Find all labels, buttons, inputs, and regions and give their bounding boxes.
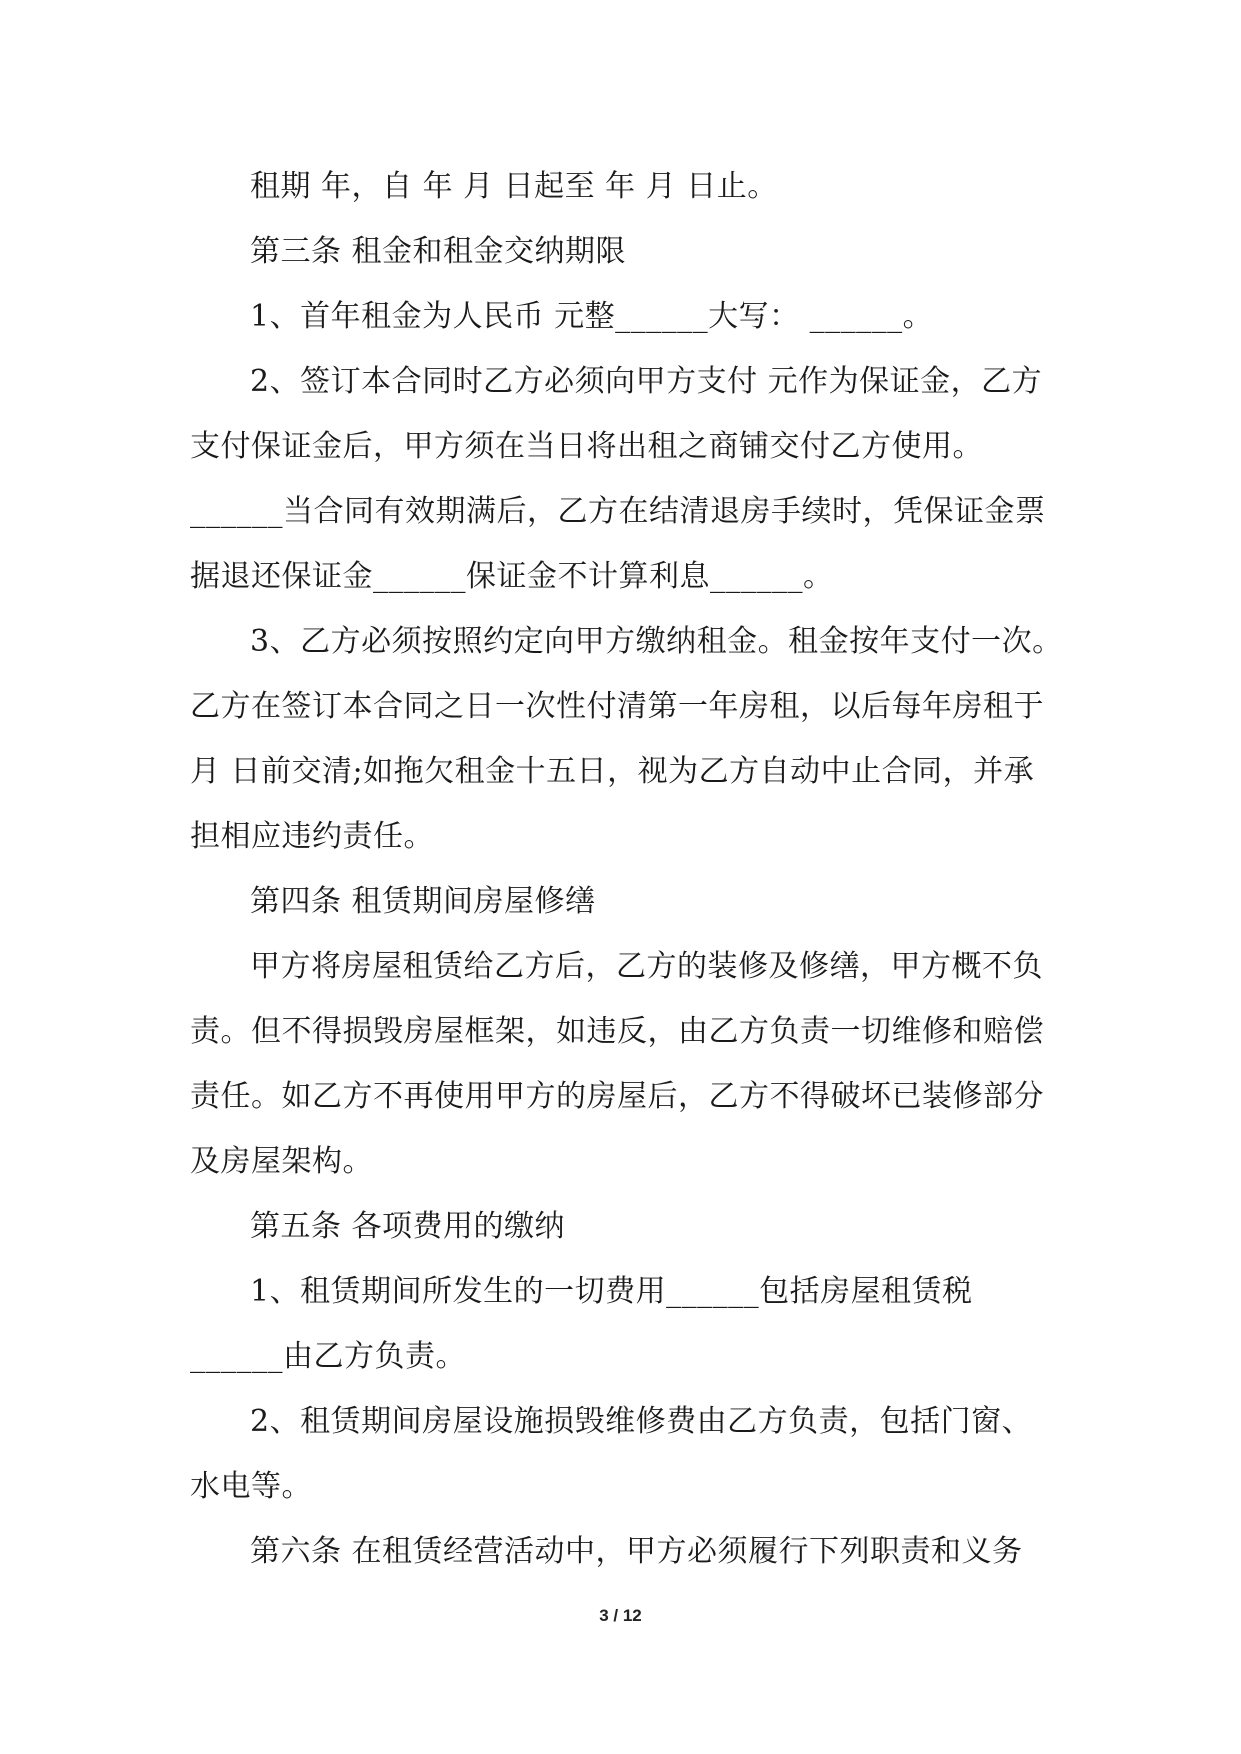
text-line: 2、租赁期间房屋设施损毁维修费由乙方负责，包括门窗、 xyxy=(250,1404,1033,1439)
text-line: 担相应违约责任。 xyxy=(190,819,434,854)
page-number: 3 / 12 xyxy=(599,1606,642,1625)
text-line: 支付保证金后，甲方须在当日将出租之商铺交付乙方使用。 xyxy=(190,429,983,464)
text-line: 租期 年，自 年 月 日起至 年 月 日止。 xyxy=(250,169,778,204)
section-heading: 第六条 在租赁经营活动中，甲方必须履行下列职责和义务 xyxy=(250,1534,1023,1569)
text-line: 月 日前交清;如拖欠租金十五日，视为乙方自动中止合同，并承 xyxy=(190,754,1035,789)
text-line: 1、租赁期间所发生的一切费用______包括房屋租赁税 xyxy=(250,1274,973,1309)
text-line: 责。但不得损毁房屋框架，如违反，由乙方负责一切维修和赔偿 xyxy=(190,1014,1044,1049)
section-heading: 第四条 租赁期间房屋修缮 xyxy=(250,884,596,919)
text-line: 甲方将房屋租赁给乙方后，乙方的装修及修缮，甲方概不负 xyxy=(250,949,1043,984)
text-line: 3、乙方必须按照约定向甲方缴纳租金。租金按年支付一次。 xyxy=(250,624,1063,659)
text-line: ______由乙方负责。 xyxy=(190,1339,466,1374)
text-line: 据退还保证金______保证金不计算利息______。 xyxy=(190,559,834,594)
text-line: ______当合同有效期满后，乙方在结清退房手续时，凭保证金票 xyxy=(190,494,1046,529)
text-line: 乙方在签订本合同之日一次性付清第一年房租，以后每年房租于 xyxy=(190,689,1044,724)
document-body xyxy=(190,154,1063,1584)
section-heading: 第三条 租金和租金交纳期限 xyxy=(250,234,627,269)
section-heading: 第五条 各项费用的缴纳 xyxy=(250,1209,566,1244)
text-line: 1、首年租金为人民币 元整______大写： ______。 xyxy=(250,299,934,334)
text-line: 及房屋架构。 xyxy=(190,1144,373,1179)
text-line: 2、签订本合同时乙方必须向甲方支付 元作为保证金，乙方 xyxy=(250,364,1043,399)
text-line: 责任。如乙方不再使用甲方的房屋后，乙方不得破坏已装修部分 xyxy=(190,1079,1044,1114)
text-line: 水电等。 xyxy=(190,1469,312,1504)
